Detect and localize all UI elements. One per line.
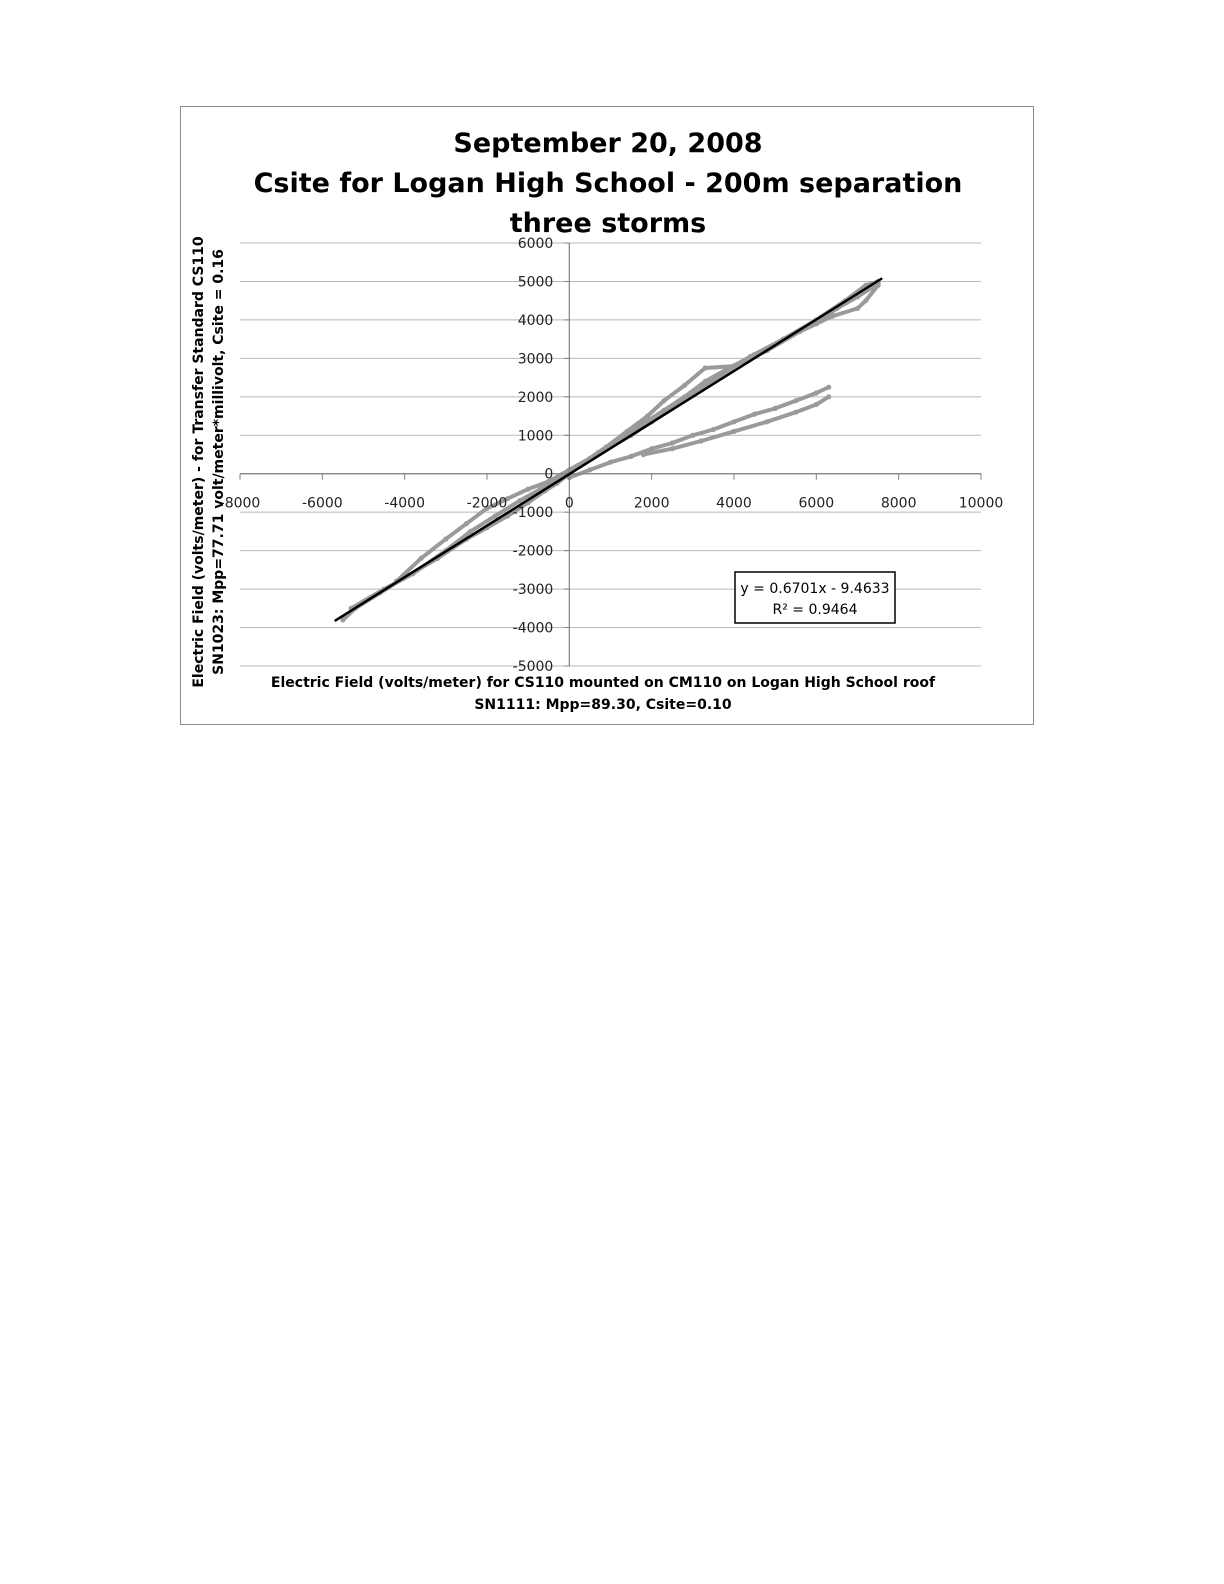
data-point bbox=[703, 365, 708, 370]
data-point bbox=[773, 406, 778, 411]
data-point bbox=[443, 537, 448, 542]
data-point bbox=[793, 398, 798, 403]
x-tick-label: -8000 bbox=[219, 495, 261, 512]
data-point bbox=[629, 454, 634, 459]
data-point bbox=[826, 385, 831, 390]
data-point bbox=[645, 413, 650, 418]
data-point bbox=[493, 513, 498, 518]
x-axis-label-line-1: Electric Field (volts/meter) for CS110 mounted on CM110 on Logan High School roof bbox=[270, 675, 936, 691]
x-tick-label: 8000 bbox=[880, 495, 917, 512]
data-point bbox=[731, 419, 736, 424]
y-tick-label: 4000 bbox=[517, 312, 554, 329]
data-point bbox=[670, 440, 675, 445]
chart-title-line-3: three storms bbox=[509, 208, 707, 239]
y-tick-label: 6000 bbox=[517, 236, 554, 252]
y-tick-label: 3000 bbox=[517, 351, 554, 368]
data-point bbox=[764, 419, 769, 424]
data-point bbox=[670, 446, 675, 451]
data-point bbox=[468, 529, 473, 534]
data-point bbox=[587, 467, 592, 472]
x-tick-label: 2000 bbox=[633, 495, 670, 512]
x-tick-label: -6000 bbox=[301, 495, 343, 512]
data-point bbox=[624, 429, 629, 434]
x-tick-label: 0 bbox=[564, 495, 574, 512]
chart-title-line-2: Csite for Logan High School - 200m separation bbox=[253, 168, 963, 199]
y-tick-label: -3000 bbox=[512, 582, 554, 599]
y-tick-label: -2000 bbox=[512, 543, 554, 560]
data-point bbox=[690, 433, 695, 438]
data-point bbox=[419, 556, 424, 561]
data-point bbox=[731, 429, 736, 434]
trendline bbox=[335, 278, 883, 621]
data-point bbox=[863, 298, 868, 303]
y-tick-label: 0 bbox=[544, 466, 554, 483]
data-point bbox=[464, 521, 469, 526]
y-tick-label: 1000 bbox=[517, 428, 554, 445]
data-point bbox=[752, 412, 757, 417]
y-axis-label-line-1: Electric Field (volts/meter) - for Transfer Standard CS110 bbox=[191, 236, 207, 688]
data-point bbox=[526, 487, 531, 492]
x-tick-label: -4000 bbox=[384, 495, 426, 512]
data-point bbox=[814, 402, 819, 407]
chart-title-line-1: September 20, 2008 bbox=[453, 128, 763, 159]
y-tick-label: -5000 bbox=[512, 659, 554, 675]
y-tick-label: -4000 bbox=[512, 620, 554, 637]
trendline-equation: y = 0.6701x - 9.4633 bbox=[740, 581, 890, 597]
data-point bbox=[608, 460, 613, 465]
data-point bbox=[517, 498, 522, 503]
data-point bbox=[699, 438, 704, 443]
x-tick-label: 10000 bbox=[958, 495, 1004, 512]
x-tick-label: 4000 bbox=[716, 495, 752, 512]
y-tick-label: 5000 bbox=[517, 274, 554, 291]
data-point bbox=[855, 306, 860, 311]
y-tick-label: 2000 bbox=[517, 389, 554, 406]
data-point bbox=[711, 427, 716, 432]
data-point bbox=[661, 398, 666, 403]
equation-box bbox=[735, 572, 895, 623]
scatter-chart bbox=[181, 107, 1033, 724]
data-point bbox=[814, 390, 819, 395]
x-tick-label: 6000 bbox=[798, 495, 835, 512]
data-point bbox=[682, 383, 687, 388]
x-axis-label-line-2: SN1111: Mpp=89.30, Csite=0.10 bbox=[474, 697, 732, 713]
y-tick-label: -1000 bbox=[512, 505, 554, 522]
chart-frame bbox=[180, 106, 1034, 725]
data-series-trace bbox=[569, 387, 828, 477]
data-point bbox=[793, 410, 798, 415]
data-point bbox=[641, 452, 646, 457]
r-squared-value: R² = 0.9464 bbox=[772, 602, 858, 618]
x-tick-label: -2000 bbox=[466, 495, 508, 512]
data-point bbox=[826, 394, 831, 399]
y-axis-label-line-2: SN1023: Mpp=77.71 volt/meter*millivolt, Csite = 0.16 bbox=[211, 249, 227, 675]
